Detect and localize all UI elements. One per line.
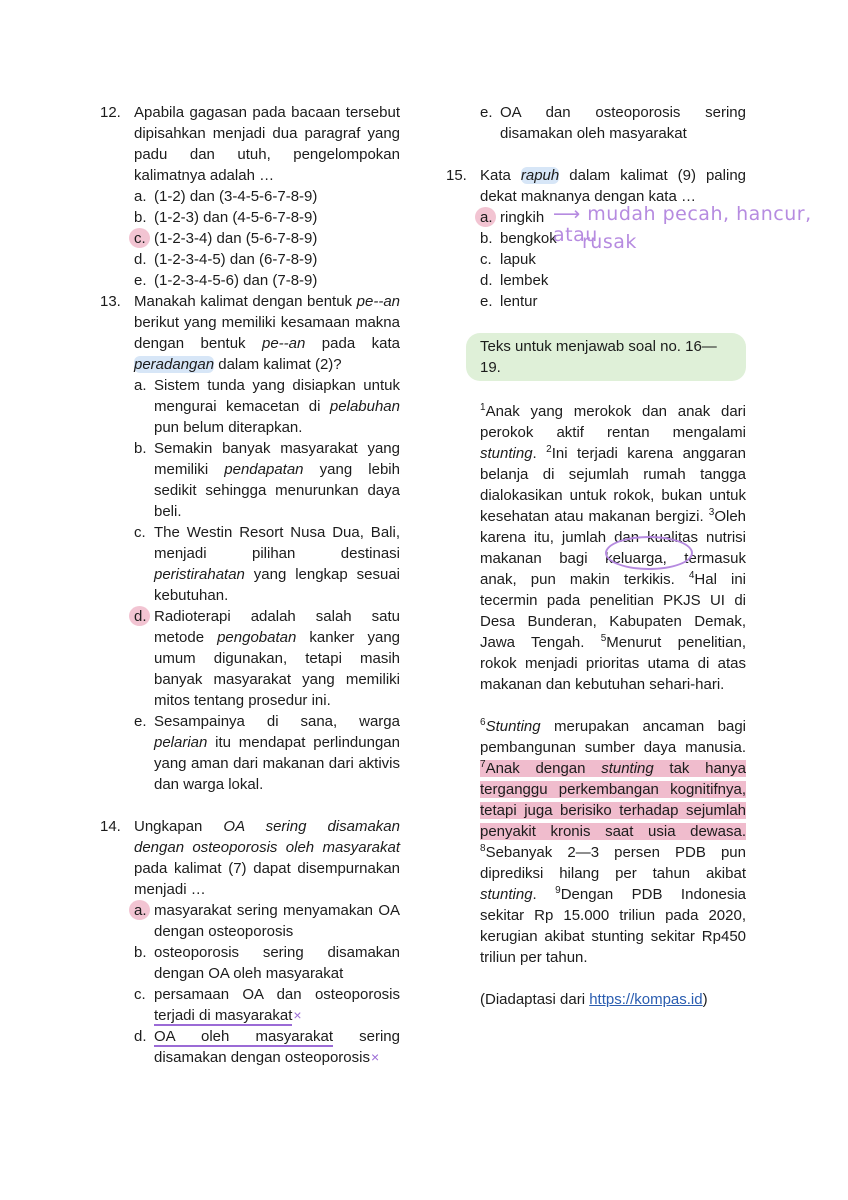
- reading-section: [446, 333, 746, 1010]
- circle-annotation: [605, 536, 693, 570]
- question-number: 14.: [100, 818, 121, 835]
- option-text: lembek: [500, 272, 549, 289]
- cross-mark-icon: ×: [293, 1007, 302, 1023]
- option-text: OA dan osteoporosis sering disamakan oleh masyarakat: [500, 104, 746, 142]
- option-d[interactable]: [134, 249, 400, 270]
- option-e[interactable]: e. Sesampainya di sana, warga pelarian itu mendapat perlindungan yang aman dari makanan dari aktivis dan warga lokal.: [134, 713, 400, 793]
- option-c[interactable]: c. The Westin Resort Nusa Dua, Bali, menjadi pilihan destinasi peristirahatan yang lengkap sesuai kebutuhan.: [134, 524, 400, 604]
- option-letter: e.: [480, 104, 493, 121]
- option-letter: a.: [134, 377, 147, 394]
- option-e[interactable]: [480, 102, 746, 144]
- highlighted-word: rapuh: [520, 167, 560, 184]
- option-letter: d.: [480, 272, 493, 289]
- option-letter: e.: [480, 293, 493, 310]
- option-letter: a.: [480, 207, 493, 228]
- option-a[interactable]: [134, 186, 400, 207]
- question-text: Apabila gagasan pada bacaan tersebut dipisahkan menjadi dua paragraf yang padu dan utuh, pengelompokan kalimatnya adalah …: [134, 104, 400, 184]
- option-d-selected[interactable]: d. Radioterapi adalah salah satu metode pengobatan kanker yang umum digunakan, tetapi masih banyak masyarakat yang memiliki mitos tentang prosedur ini.: [134, 606, 400, 711]
- option-text: bengkok: [500, 230, 557, 247]
- underlined-phrase: terjadi di masyarakat: [154, 1007, 293, 1024]
- option-letter: d.: [134, 1028, 147, 1045]
- highlighted-sentence: $^7$Anak dengan stunting tak hanya terganggu perkembangan kognitifnya, tetapi juga berisiko terhadap sejumlah penyakit kronis saat usia dewasa.: [480, 759, 746, 840]
- highlighted-word: peradangan: [134, 356, 215, 373]
- question-number: 13.: [100, 293, 121, 310]
- option-b[interactable]: [134, 942, 400, 984]
- reading-paragraph-2: $^6$Stunting merupakan ancaman bagi pembangunan sumber daya manusia. $^7$Anak dengan stunting tak hanya terganggu perkembangan kognitifnya, tetapi juga berisiko terhadap sejumlah penyakit kronis saat usia dewasa. $^8$Sebanyak 2—3 persen PDB pun diprediksi hilang per tahun akibat stunting. $^9$Dengan PDB Indonesia sekitar Rp 15.000 triliun pada 2020, kerugian akibat stunting sekitar Rp450 triliun per tahun.: [480, 717, 746, 966]
- underlined-phrase: OA oleh masyarakat: [154, 1028, 333, 1045]
- reading-badge: Teks untuk menjawab soal no. 16—19.: [466, 333, 746, 381]
- option-text: lapuk: [500, 251, 536, 268]
- handwritten-note-line-1: ⟶ mudah pecah, hancur, atau: [553, 203, 812, 246]
- option-letter: c.: [480, 251, 492, 268]
- option-text: osteoporosis sering disamakan dengan OA oleh masyarakat: [154, 944, 400, 982]
- option-text: (1-2-3-4) dan (5-6-7-8-9): [154, 230, 318, 247]
- option-c-selected[interactable]: [134, 228, 400, 249]
- option-letter: b.: [134, 209, 147, 226]
- option-a-selected[interactable]: [134, 900, 400, 942]
- option-letter: c.: [134, 524, 146, 541]
- option-text: masyarakat sering menyamakan OA dengan osteoporosis: [154, 902, 400, 940]
- option-text: (1-2) dan (3-4-5-6-7-8-9): [154, 188, 318, 205]
- circled-word: terkikis.: [623, 571, 675, 588]
- question-number: 12.: [100, 104, 121, 121]
- source-citation: (Diadaptasi dari https://kompas.id): [480, 991, 708, 1008]
- question-text: Ungkapan OA sering disamakan dengan osteoporosis oleh masyarakat pada kalimat (7) dapat disempurnakan menjadi …: [134, 818, 400, 898]
- option-e[interactable]: [480, 291, 746, 312]
- question-13: [100, 291, 400, 795]
- option-letter: b.: [134, 440, 147, 457]
- option-text: (1-2-3-4-5-6) dan (7-8-9): [154, 272, 318, 289]
- option-letter: d.: [134, 251, 147, 268]
- option-letter: d.: [134, 606, 147, 627]
- question-number: 15.: [446, 167, 467, 184]
- cross-mark-icon: ×: [370, 1049, 380, 1065]
- option-c[interactable]: c. persamaan OA dan osteoporosis terjadi di masyarakat×: [134, 986, 400, 1024]
- option-e[interactable]: [134, 270, 400, 291]
- option-letter: b.: [480, 230, 493, 247]
- question-14: [100, 816, 400, 1068]
- option-letter: a.: [134, 188, 147, 205]
- option-letter: c.: [134, 228, 146, 249]
- option-letter: e.: [134, 713, 147, 730]
- option-letter: c.: [134, 986, 146, 1003]
- option-d[interactable]: [480, 270, 746, 291]
- question-12: [100, 102, 400, 291]
- option-b[interactable]: [134, 207, 400, 228]
- option-d[interactable]: d. OA oleh masyarakat sering disamakan dengan osteoporosis×: [134, 1028, 400, 1066]
- left-column: [100, 102, 400, 1068]
- option-text: (1-2-3) dan (4-5-6-7-8-9): [154, 209, 318, 226]
- option-text: ringkih: [500, 209, 545, 226]
- reading-paragraph-1: $^1$Anak yang merokok dan anak dari perokok aktif rentan mengalami stunting. $^2$Ini terjadi karena anggaran belanja di sejumlah rumah tangga dialokasikan untuk rokok, bukan untuk kesehatan atau makanan bergizi. $^3$Oleh karena itu, jumlah dan kualitas nutrisi makanan bagi keluarga, termasuk anak, pun makin terkikis. $^4$Hal ini tecermin pada penelitian PKJS UI di Desa Bunderan, Kabupaten Demak, Jawa Tengah. $^5$Menurut penelitian, rokok menjadi prioritas utama di atas makanan dan kebutuhan sehari-hari.: [480, 402, 747, 693]
- handwritten-note-line-2: rusak: [582, 231, 637, 253]
- question-14-continued: [446, 102, 746, 144]
- option-letter: b.: [134, 944, 147, 961]
- option-letter: a.: [134, 900, 147, 921]
- question-text: Kata rapuh dalam kalimat (9) paling dekat maknanya dengan kata …: [480, 167, 747, 205]
- option-a[interactable]: a. Sistem tunda yang disiapkan untuk mengurai kemacetan di pelabuhan pun belum diterapkan.: [134, 377, 400, 436]
- source-link[interactable]: https://kompas.id: [589, 991, 703, 1008]
- option-text: lentur: [500, 293, 538, 310]
- option-letter: e.: [134, 272, 147, 289]
- question-text: Manakah kalimat dengan bentuk pe--an berikut yang memiliki kesamaan makna dengan bentuk pe--an pada kata peradangan dalam kalimat (2)?: [134, 293, 400, 373]
- option-b[interactable]: b. Semakin banyak masyarakat yang memiliki pendapatan yang lebih sedikit sehingga menurunkan daya beli.: [134, 440, 400, 520]
- option-text: (1-2-3-4-5) dan (6-7-8-9): [154, 251, 318, 268]
